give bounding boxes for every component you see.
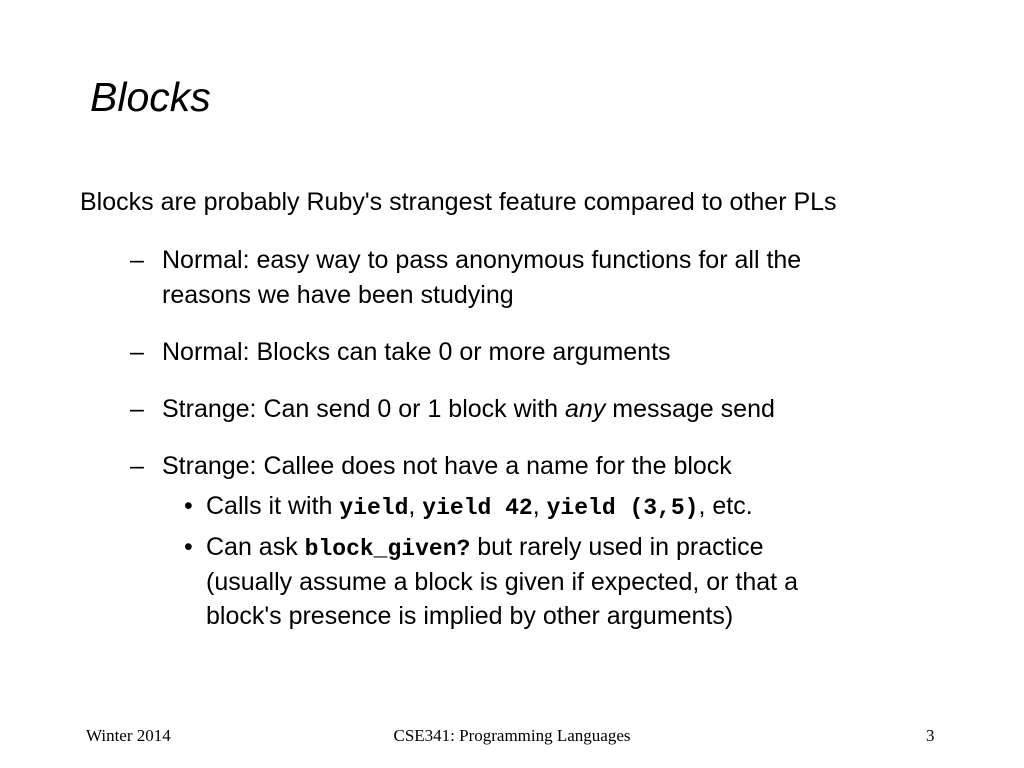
point-3 (162, 392, 775, 427)
point-1-line-2: reasons we have been studying (162, 281, 514, 309)
separator: , (532, 492, 547, 520)
bullet-marker: • (184, 492, 193, 520)
point-1-line-1: Normal: easy way to pass anonymous functions for all the (162, 246, 802, 274)
code-yield-3-5: yield (3,5) (546, 495, 699, 521)
footer-center: CSE341: Programming Languages (393, 726, 631, 745)
intro-text: Blocks are probably Ruby's strangest feature compared to other PLs (80, 188, 837, 216)
code-block-given: block_given? (304, 536, 471, 562)
footer-left: Winter 2014 (86, 726, 171, 745)
point-4: Strange: Callee does not have a name for the block (162, 452, 732, 480)
sub-point-2-pre: Can ask (206, 533, 305, 561)
sub-point-1 (206, 489, 753, 526)
slide-number: 3 (926, 726, 935, 745)
dash-marker: – (130, 452, 144, 480)
dash-marker: – (130, 338, 144, 366)
point-3-emphasis: any (565, 395, 606, 423)
code-yield-42: yield 42 (422, 495, 533, 521)
sub-point-2-post: but rarely used in practice (470, 533, 764, 561)
slide-title: Blocks (90, 74, 211, 120)
dash-marker: – (130, 246, 144, 274)
bullet-marker: • (184, 533, 193, 561)
dash-marker: – (130, 395, 144, 423)
code-yield: yield (339, 495, 409, 521)
point-3-pre: Strange: Can send 0 or 1 block with (162, 395, 566, 423)
sub-point-2-line-3: block's presence is implied by other arguments) (206, 602, 734, 630)
sub-point-2-line-2: (usually assume a block is given if expected, or that a (206, 568, 798, 596)
sub-point-1-post: , etc. (698, 492, 753, 520)
point-3-post: message send (605, 395, 775, 423)
sub-point-2-line-1 (206, 530, 764, 567)
sub-point-1-pre: Calls it with (206, 492, 340, 520)
point-2: Normal: Blocks can take 0 or more arguments (162, 338, 671, 366)
separator: , (408, 492, 423, 520)
